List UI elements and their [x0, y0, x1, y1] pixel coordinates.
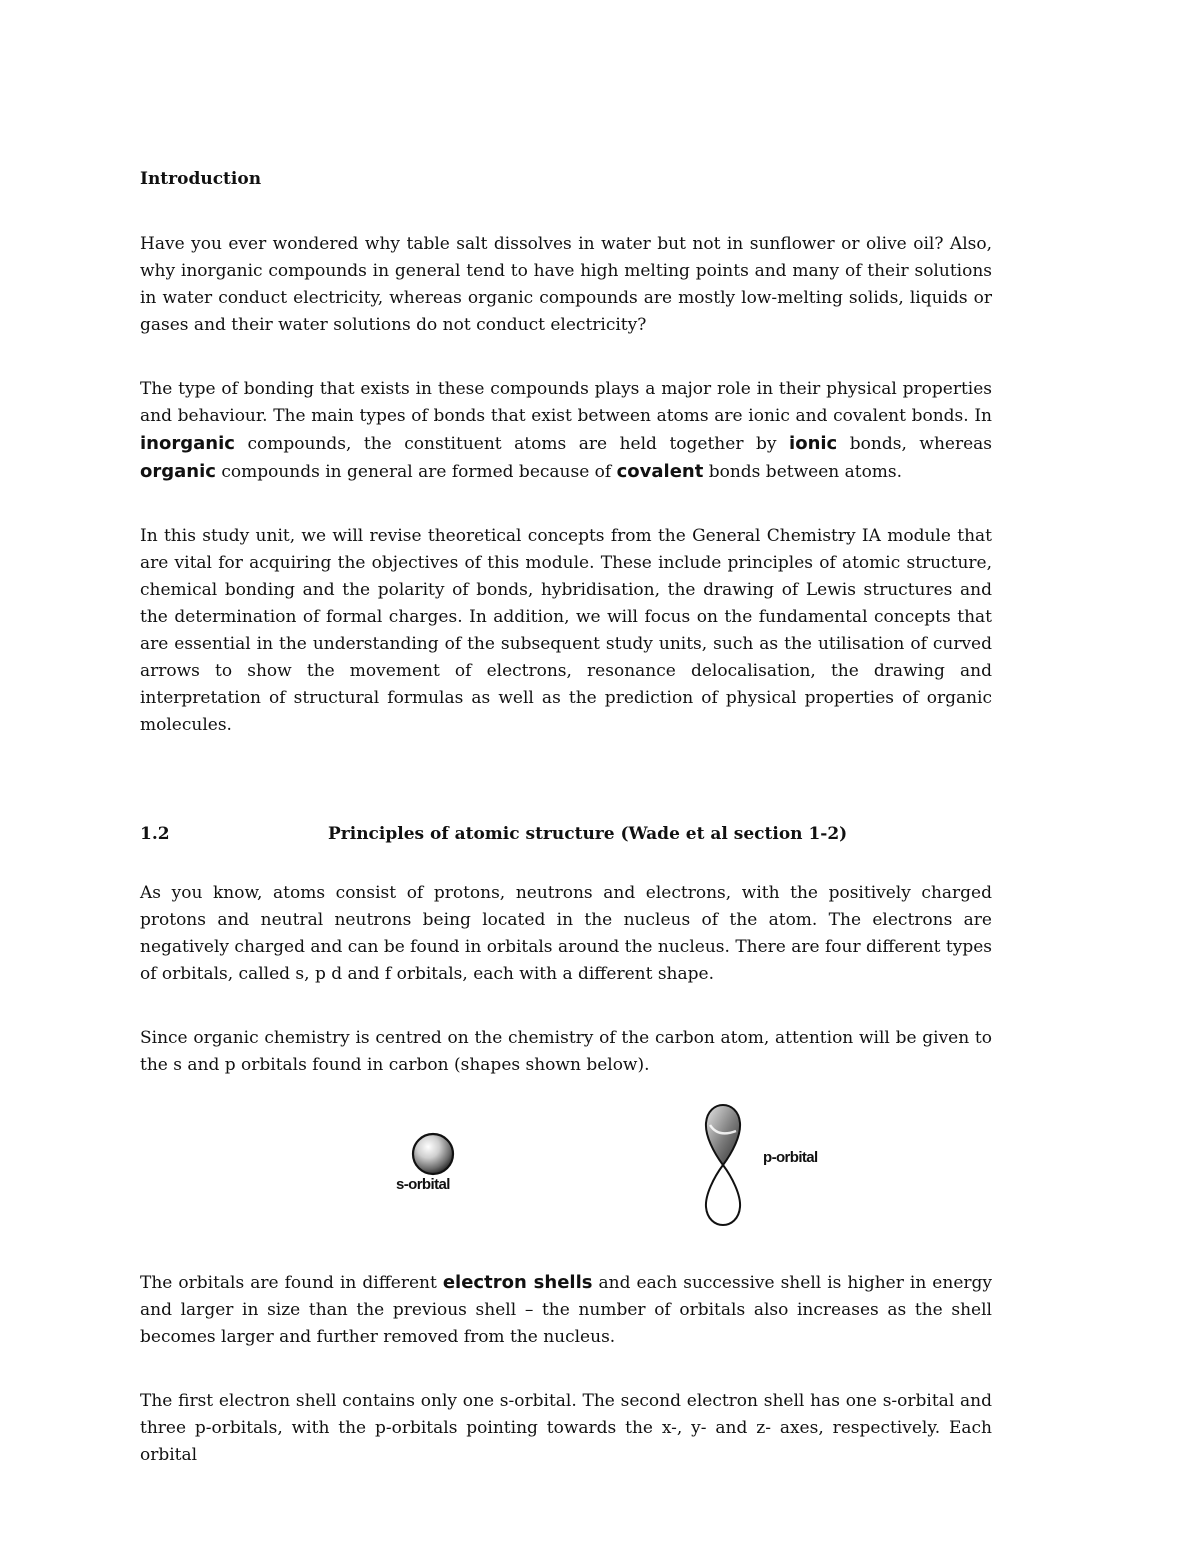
intro-heading: Introduction	[140, 169, 262, 189]
section-heading	[140, 821, 992, 848]
p-orbital-label: p-orbital	[763, 1149, 818, 1166]
section-paragraph-1: As you know, atoms consist of protons, neutrons and electrons, with the positively charged protons and neutral neutrons being located in the nucleus of the atom. The electrons are negatively charged and can be found in orbitals around the nucleus. There are four different types of orbitals, called s, p d and f orbitals, each with a different shape.	[140, 883, 992, 984]
keyword-organic: organic	[140, 461, 216, 482]
keyword-electron-shells: electron shells	[442, 1272, 593, 1293]
page-content	[140, 166, 992, 1506]
s-orbital-sphere-icon	[413, 1134, 453, 1174]
intro-paragraph-3: In this study unit, we will revise theoretical concepts from the General Chemistry IA module that are vital for acquiring the objectives of this module. These include principles of atomic structure, chemical bonding and the polarity of bonds, hybridisation, the drawing of Lewis structures and the determination of formal charges. In addition, we will focus on the fundamental concepts that are essential in the understanding of the subsequent study units, such as the utilisation of curved arrows to show the movement of electrons, resonance delocalisation, the drawing and interpretation of structural formulas as well as the prediction of physical properties of organic molecules.	[140, 526, 992, 735]
section-number: 1.2	[140, 824, 170, 844]
text-run: bonds, whereas	[837, 434, 993, 454]
intro-paragraph-2	[140, 376, 992, 486]
text-run: and each successive shell is higher in energy and larger in size than the previous shell – the number of orbitals also increases as the shell becomes larger and further removed from the nucleus.	[140, 1273, 992, 1347]
p-orbital-dumbbell-icon	[706, 1105, 740, 1225]
keyword-inorganic: inorganic	[140, 433, 235, 454]
text-run: compounds in general are formed because of	[215, 462, 617, 482]
section-paragraph-2: Since organic chemistry is centred on the chemistry of the carbon atom, attention will be given to the s and p orbitals found in carbon (shapes shown below).	[140, 1028, 992, 1075]
text-run: compounds, the constituent atoms are held together by	[234, 434, 790, 454]
section-paragraph-4: The first electron shell contains only one s-orbital. The second electron shell has one s-orbital and three p-orbitals, with the p-orbitals pointing towards the x-, y- and z- axes, respectively. Each orbital	[140, 1391, 992, 1465]
section-title: Principles of atomic structure (Wade et al section 1-2)	[328, 824, 848, 844]
keyword-covalent: covalent	[616, 461, 704, 482]
s-orbital-label: s-orbital	[396, 1176, 450, 1193]
text-run: The orbitals are found in different	[140, 1273, 443, 1293]
text-run: The type of bonding that exists in these compounds plays a major role in their physical properties and behaviour. The main types of bonds that exist between atoms are ionic and covalent bonds. In	[140, 379, 992, 426]
keyword-ionic: ionic	[789, 433, 838, 454]
intro-paragraph-1: Have you ever wondered why table salt dissolves in water but not in sunflower or olive oil? Also, why inorganic compounds in general tend to have high melting points and many of their solutions in water conduct electricity, whereas organic compounds are mostly low-melting solids, liquids or gases and their water solutions do not conduct electricity?	[140, 234, 992, 335]
section-paragraph-3	[140, 1269, 992, 1351]
orbital-diagram	[140, 1103, 992, 1229]
orbital-figure	[140, 1103, 992, 1229]
text-run: bonds between atoms.	[703, 462, 903, 482]
